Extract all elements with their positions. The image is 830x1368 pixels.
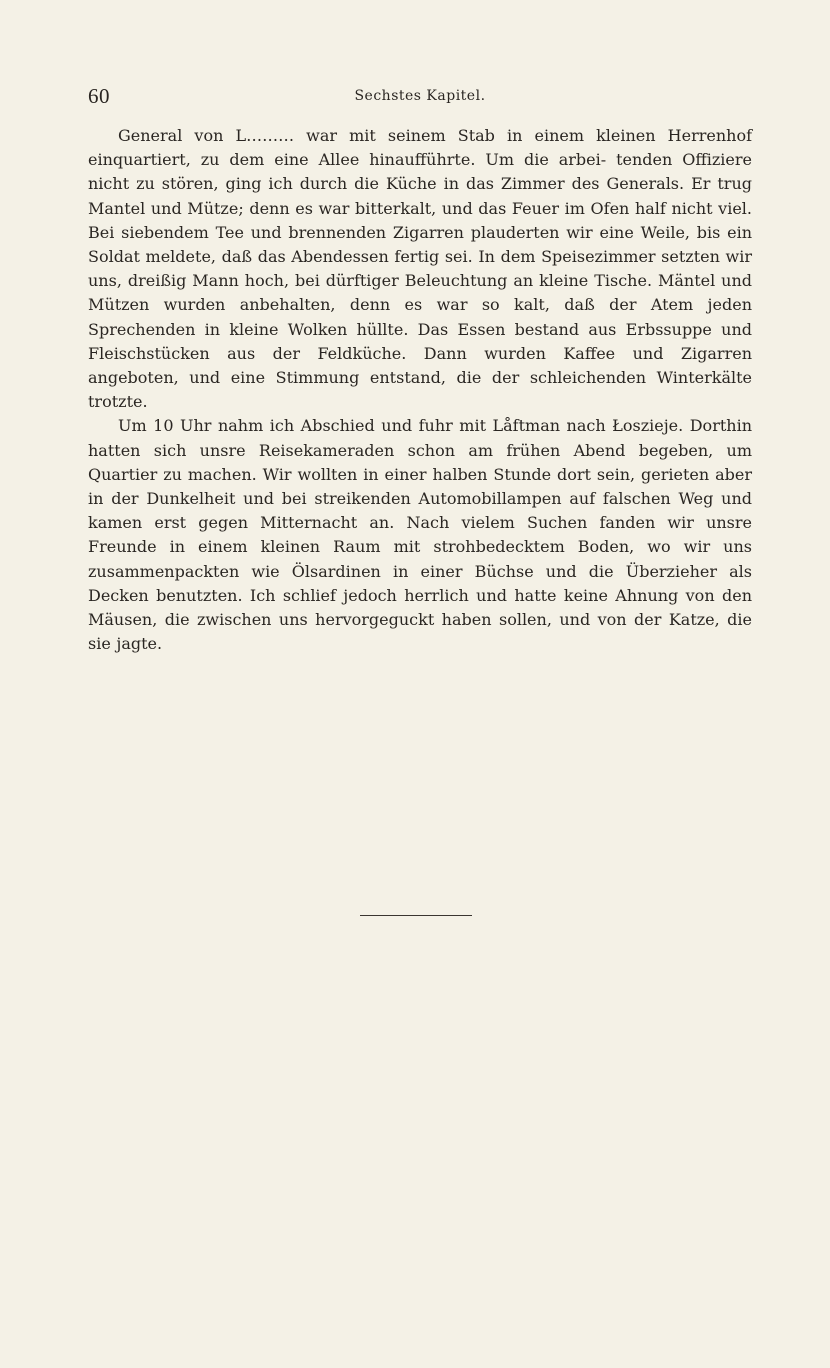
page-header (88, 84, 752, 112)
closing-rule (360, 915, 472, 916)
paragraph-1: General von L……… war mit seinem Stab in einem kleinen Herrenhof einquartiert, zu dem eine Allee hinaufführte. Um die arbei- tenden Offiziere nicht zu stören, ging ich durch die Küche in das Zimmer des Generals. Er trug Mantel und Mütze; denn es war bitterkalt, und das Feuer im Ofen half nicht viel. Bei siebendem Tee und brennenden Zigarren plauderten wir eine Weile, bis ein Soldat meldete, daß das Abendessen fertig sei. In dem Speisezimmer setzten wir uns, dreißig Mann hoch, bei dürftiger Beleuchtung an kleine Tische. Mäntel und Mützen wurden anbehalten, denn es war so kalt, daß der Atem jeden Sprechenden in kleine Wolken hüllte. Das Essen bestand aus Erbssuppe und Fleischstücken aus der Feldküche. Dann wurden Kaffee und Zigarren angeboten, und eine Stimmung entstand, die der schleichenden Winterkälte trotzte. (88, 126, 752, 412)
paragraph-2: Um 10 Uhr nahm ich Abschied und fuhr mit Låftman nach Łoszieje. Dorthin hatten sich unsre Reisekameraden schon am frühen Abend begeben, um Quartier zu machen. Wir wollten in einer halben Stunde dort sein, gerieten aber in der Dunkelheit und bei streikenden Automobillampen auf falschen Weg und kamen erst gegen Mitternacht an. Nach vielem Suchen fanden wir unsre Freunde in einem kleinen Raum mit strohbedecktem Boden, wo wir uns zusammenpackten wie Ölsardinen in einer Büchse und die Überzieher als Decken benutzten. Ich schlief jedoch herrlich und hatte keine Ahnung von den Mäusen, die zwischen uns hervorgeguckt haben sollen, und von der Katze, die sie jagte. (88, 416, 752, 654)
page-number: 60 (88, 84, 110, 108)
body-text (88, 124, 752, 656)
running-head: Sechstes Kapitel. (354, 88, 486, 104)
